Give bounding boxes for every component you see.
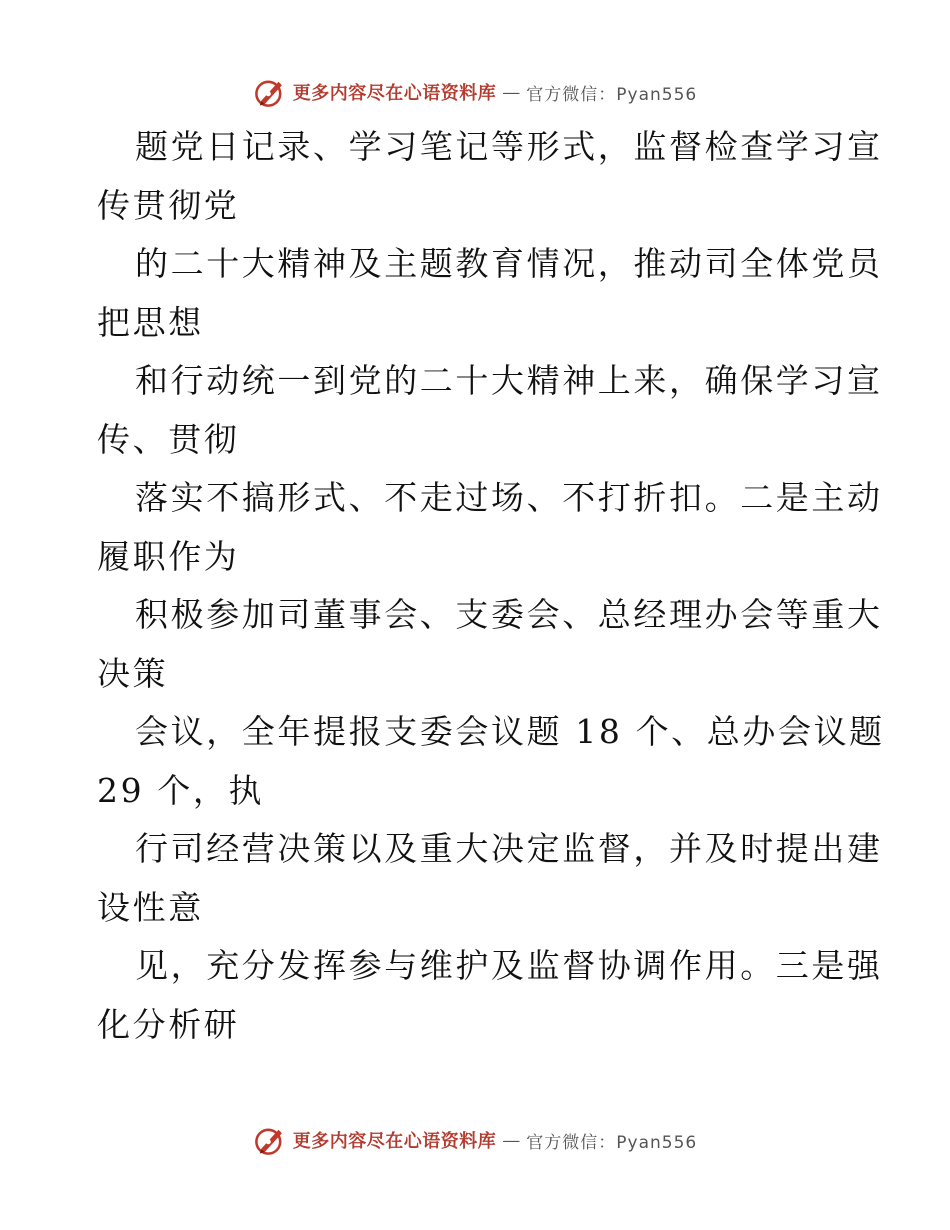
paragraph-line: 和行动统一到党的二十大精神上来，确保学习宣 bbox=[135, 361, 883, 400]
paragraph-line: 化分析研 bbox=[97, 1004, 240, 1044]
watermark-banner bbox=[253, 75, 697, 109]
pen-logo-icon bbox=[253, 75, 287, 109]
paragraph-line: 行司经营决策以及重大决定监督，并及时提出建 bbox=[135, 829, 883, 868]
paragraph-line: 传贯彻党 bbox=[97, 185, 240, 225]
watermark-main-text: 更多内容尽在心语资料库 bbox=[292, 83, 497, 104]
paragraph-line: 设性意 bbox=[97, 887, 204, 927]
paragraph-line: 积极参加司董事会、支委会、总经理办会等重大 bbox=[135, 595, 883, 634]
paragraph-line: 落实不搞形式、不走过场、不打折扣。二是主动 bbox=[135, 478, 883, 517]
paragraph-line: 把思想 bbox=[97, 302, 204, 342]
watermark-wechat-text: 官方微信：Pyan556 bbox=[526, 84, 698, 105]
watermark-dash: — bbox=[502, 1129, 521, 1151]
watermark-wechat-text: 官方微信：Pyan556 bbox=[526, 1132, 698, 1153]
watermark-main-text: 更多内容尽在心语资料库 bbox=[292, 1131, 497, 1152]
paragraph-line: 29 个，执 bbox=[97, 770, 265, 810]
paragraph-line: 履职作为 bbox=[97, 536, 240, 576]
document-body bbox=[97, 118, 885, 1054]
paragraph-line: 决策 bbox=[97, 653, 169, 693]
watermark-dash: — bbox=[502, 81, 521, 103]
page-header bbox=[0, 72, 950, 112]
page-footer bbox=[0, 1120, 950, 1160]
paragraph-line: 传、贯彻 bbox=[97, 419, 240, 459]
paragraph-line: 会议，全年提报支委会议题 18 个、总办会议题 bbox=[135, 712, 885, 751]
pen-logo-icon bbox=[253, 1123, 287, 1157]
watermark-banner bbox=[253, 1123, 697, 1157]
paragraph-line: 见，充分发挥参与维护及监督协调作用。三是强 bbox=[135, 946, 883, 985]
paragraph-line: 的二十大精神及主题教育情况，推动司全体党员 bbox=[135, 244, 883, 283]
paragraph-line: 题党日记录、学习笔记等形式，监督检查学习宣 bbox=[135, 127, 883, 166]
